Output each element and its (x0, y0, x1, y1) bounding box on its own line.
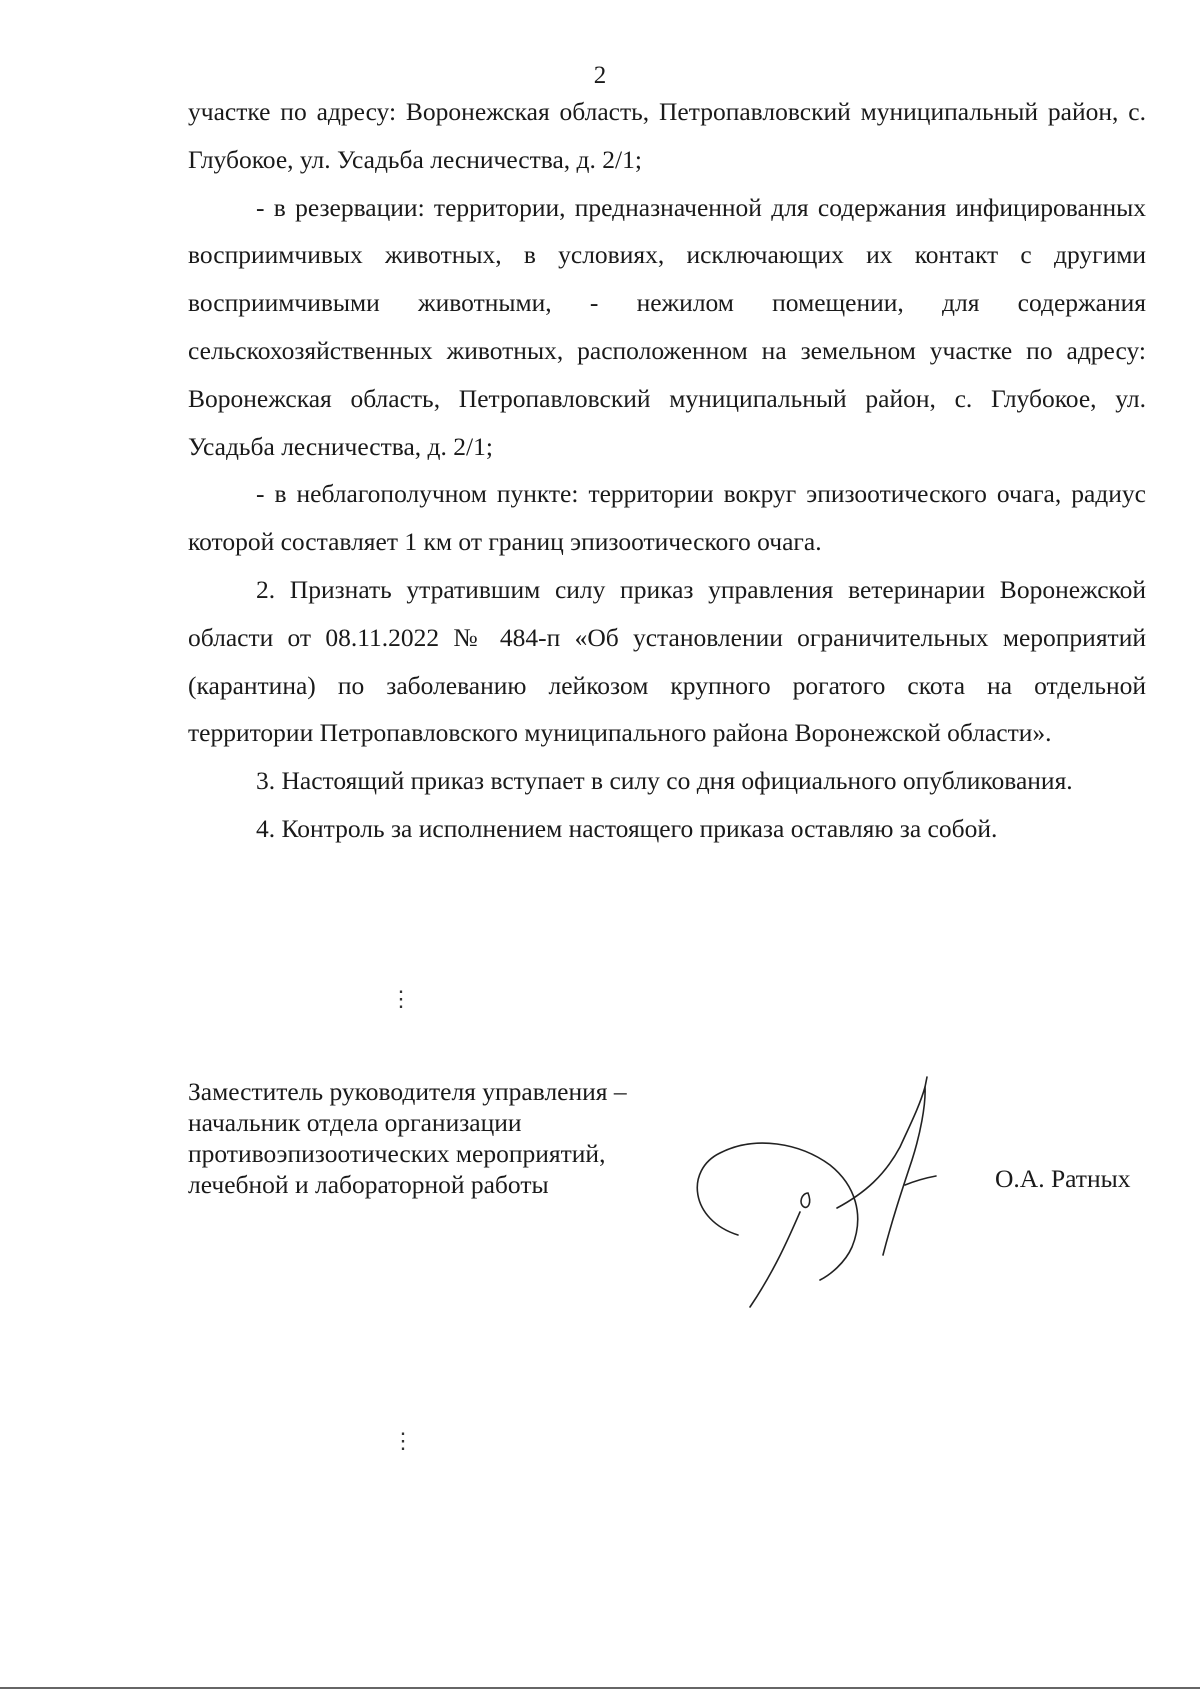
paragraph-2: - в резервации: территории, предназначенной для содержания инфицированных восприимчивых животных, в условиях, исключающих их контакт с другими восприимчивыми животными, - нежилом помещении, для содержания сельскохозяйственных животных, расположенном на земельном участке по адресу: Воронежская область, Петропавловский муниципальный район, с. Глубокое, ул. Усадьба лесничества, д. 2/1; (188, 192, 1146, 461)
document-body (188, 88, 1146, 853)
paragraph-3: - в неблагополучном пункте: территории вокруг эпизоотического очага, радиус которой составляет 1 км от границ эпизоотического очага. (188, 479, 1146, 557)
handwritten-signature (680, 1075, 970, 1320)
scan-mark: ⋮ (392, 1428, 414, 1453)
paragraph-6: 4. Контроль за исполнением настоящего приказа оставляю за собой. (256, 813, 998, 843)
paragraph-5: 3. Настоящий приказ вступает в силу со дня официального опубликования. (256, 766, 1073, 796)
position-line: противоэпизоотических мероприятий, (188, 1139, 606, 1168)
position-line: Заместитель руководителя управления – (188, 1077, 627, 1106)
scan-mark: ⋮ (390, 986, 412, 1011)
signatory-position (188, 1076, 688, 1200)
page-number: 2 (593, 62, 607, 89)
scan-edge-line (0, 1687, 1200, 1689)
signatory-name: О.А. Ратных (995, 1164, 1131, 1193)
position-line: лечебной и лабораторной работы (188, 1170, 549, 1199)
paragraph-4: 2. Признать утратившим силу приказ управления ветеринарии Воронежской области от 08.11.2022 № 484-п «Об установлении ограничительных мероприятий (карантина) по заболеванию лейкозом крупного рогатого скота на отдельной территории Петропавловского муниципального района Воронежской области». (188, 574, 1146, 748)
paragraph-1: участке по адресу: Воронежская область, Петропавловский муниципальный район, с. Глубокое, ул. Усадьба лесничества, д. 2/1; (188, 97, 1146, 174)
position-line: начальник отдела организации (188, 1108, 522, 1137)
